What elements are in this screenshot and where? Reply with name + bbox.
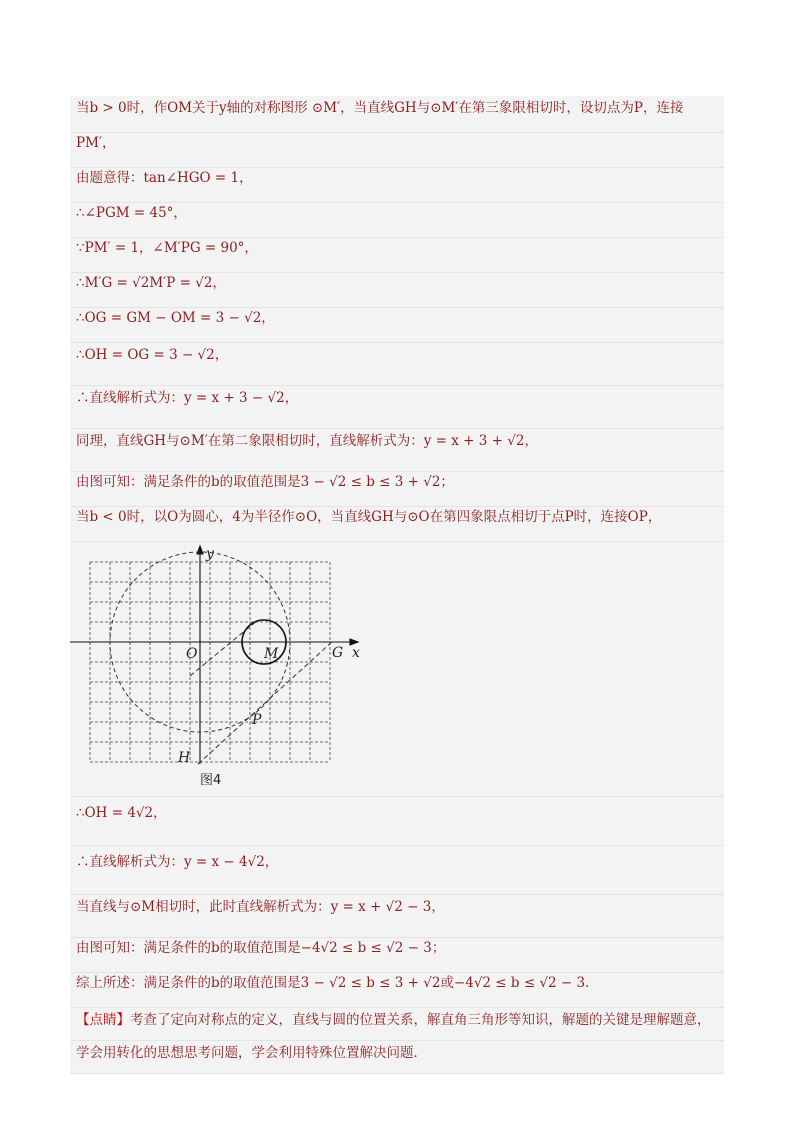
label-O: O <box>186 646 198 662</box>
solution-content <box>70 96 724 1074</box>
text-line-17: 综上所述：满足条件的b的取值范围是3 − √2 ≤ b ≤ 3 + √2或−4√2 ≤ b ≤ √2 − 3． <box>70 973 724 1008</box>
text-line-15: 当直线与⊙M相切时，此时直线解析式为：y = x + √2 − 3， <box>70 895 724 938</box>
label-y: y <box>206 546 214 562</box>
figure-4 <box>70 542 724 797</box>
text-line-4: ∴∠PGM = 45°， <box>70 203 724 238</box>
label-M: M <box>264 646 279 662</box>
figure-caption: 图4 <box>200 773 222 788</box>
text-line-14: ∴直线解析式为：y = x − 4√2， <box>70 846 724 895</box>
text-line-12: 当b < 0时，以O为圆心，4为半径作⊙O，当直线GH与⊙O在第四象限点相切于点P时，连接OP， <box>70 507 724 542</box>
text-line-3: 由题意得：tan∠HGO = 1， <box>70 168 724 203</box>
text-line-1: 当b > 0时，作OM关于y轴的对称图形 ⊙M′，当直线GH与⊙M′在第三象限相切时，设切点为P，连接 <box>70 96 724 133</box>
text-line-16: 由图可知：满足条件的b的取值范围是−4√2 ≤ b ≤ √2 − 3； <box>70 938 724 973</box>
text-line-5: ∵PM′ = 1，∠M′PG = 90°， <box>70 238 724 273</box>
comment-line-1 <box>70 1008 724 1041</box>
comment-tag: 【点睛】 <box>76 1012 130 1028</box>
text-line-8: ∴OH = OG = 3 − √2， <box>70 343 724 386</box>
grid <box>90 562 330 762</box>
comment-text-2: 学会用转化的思想思考问题，学会利用特殊位置解决问题． <box>76 1045 427 1061</box>
comment-line-2 <box>70 1041 724 1074</box>
text-line-13: ∴OH = 4√2， <box>70 797 724 846</box>
label-G: G <box>332 645 344 661</box>
coordinate-diagram <box>70 542 724 796</box>
label-P: P <box>252 712 262 728</box>
text-line-11: 由图可知：满足条件的b的取值范围是3 − √2 ≤ b ≤ 3 + √2； <box>70 472 724 507</box>
label-H: H <box>178 750 191 766</box>
text-line-7: ∴OG = GM − OM = 3 − √2， <box>70 308 724 343</box>
comment-text-1: 考查了定向对称点的定义，直线与圆的位置关系，解直角三角形等知识，解题的关键是理解题意， <box>130 1012 711 1028</box>
text-line-6: ∴M′G = √2M′P = √2， <box>70 273 724 308</box>
text-line-9: ∴直线解析式为：y = x + 3 − √2， <box>70 386 724 429</box>
text-line-10: 同理，直线GH与⊙M′在第二象限相切时，直线解析式为：y = x + 3 + √2， <box>70 429 724 472</box>
label-x: x <box>352 645 360 661</box>
text-line-2: PM′， <box>70 133 724 168</box>
